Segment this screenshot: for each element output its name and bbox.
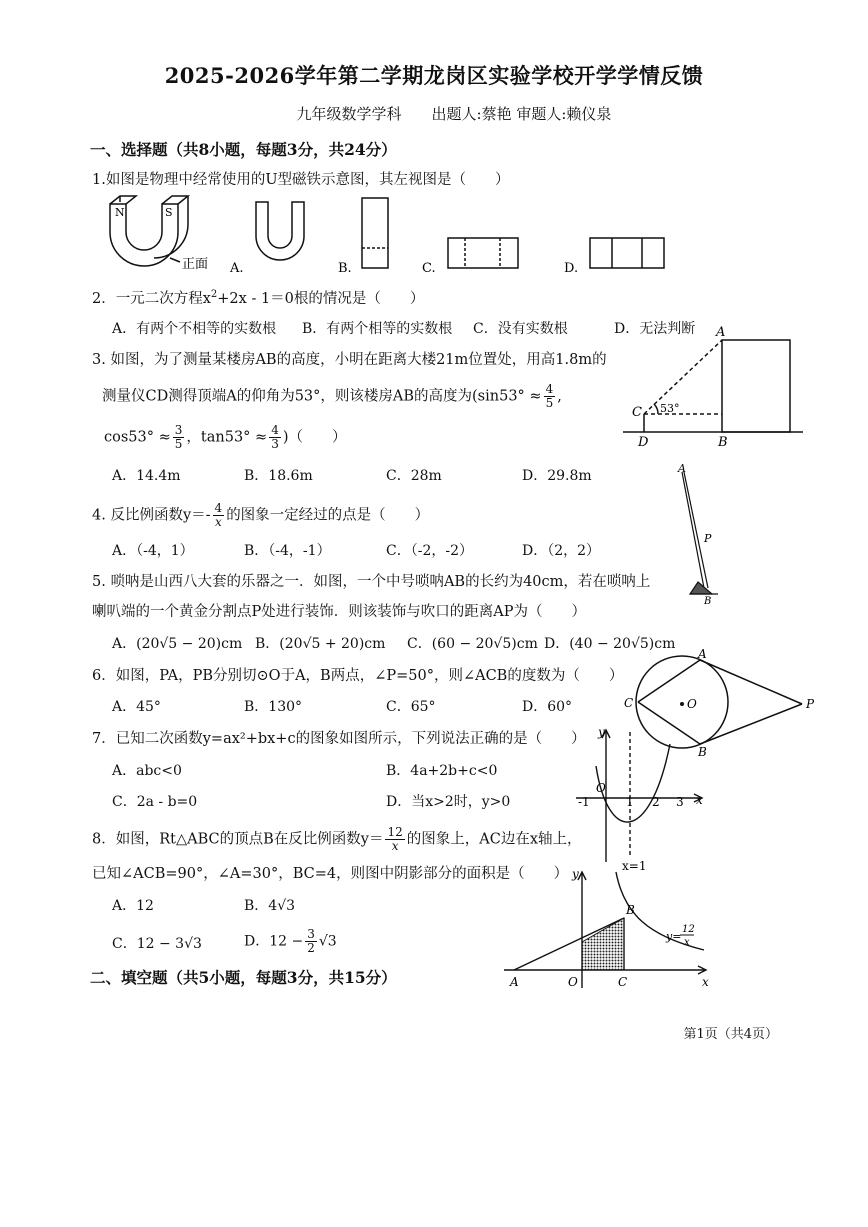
q7-tick-minus1: -1 [578,795,590,809]
question-8-line-1 [92,826,582,853]
q1-option-a: A. [230,261,244,274]
q2-stem-sup: 2 [210,289,218,301]
q5-option-b: B．(20√5 + 20)cm [255,636,386,652]
q3-label-c: C [632,405,642,420]
q5-label-b: B [704,596,712,607]
question-3-line-2: 测量仪CD测得顶端A的仰角为53°，则该楼房AB的高度为(sin53° ≈ $\frac{4}{5}$ , [102,382,562,410]
question-1-figures [100,192,740,274]
q3-angle-label: 53° [660,402,680,415]
q3-tan-text: ，tan53° ≈ [186,429,268,446]
q7-parabola-figure [572,726,712,872]
q6-label-p: P [806,697,815,711]
q4-fraction: $\frac{4}{x}$ [214,501,223,529]
q8-axis-y: y [572,867,579,881]
question-2-stem [92,287,424,308]
q7-axis-x: x [696,793,703,807]
q2-option-c: C．没有实数根 [473,321,568,337]
q3-building-figure [618,322,818,450]
q3-option-c: C．28m [386,468,442,484]
q8-option-a: A．12 [112,898,154,914]
q6-option-d: D．60° [522,699,573,715]
q6-label-b: B [698,745,707,758]
q4-option-b: B．（-4，-1） [244,543,331,559]
q8-option-c: C．12 − 3√3 [112,936,202,952]
question-5-line-1: 5. 唢呐是山西八大套的乐器之一．如图，一个中号唢呐AB的长约为40cm，若在唢呐上 [92,574,651,590]
q1-option-b: B. [338,261,352,274]
q8-line-1-part-b: 的图象上，AC边在x轴上， [406,831,582,848]
q3-cos-text: cos53° ≈ [104,429,171,446]
q6-option-c: C．65° [386,699,436,715]
q7-tick-1: 1 [626,795,634,809]
page-title: 2025-2026学年第二学期龙岗区实验学校开学学情反馈 [164,63,704,88]
q5-option-a: A．(20√5 − 20)cm [112,636,243,652]
q7-origin: O [596,781,606,795]
magnet-s-label: S [165,206,173,219]
q3-label-b: B [718,435,728,450]
q7-tick-3: 3 [676,795,684,809]
q8-hyperbola-figure [500,866,720,992]
q8-curve-den: x [684,937,690,948]
q3-tail-text: )（ ） [282,429,347,446]
q6-label-a: A [698,647,707,661]
q7-option-a: A．abc<0 [112,763,182,779]
q2-stem-part-a: 2．一元二次方程x [92,291,211,307]
q4-option-a: A．（-4，1） [112,543,194,559]
q4-option-d: D．（2，2） [522,543,601,559]
q4-stem-part-a: 4. 反比例函数y＝- [92,507,211,524]
page-number: 第1页（共4页） [683,1027,778,1042]
q8-label-b: B [626,903,635,917]
q7-axis-y: y [598,726,605,739]
question-8-line-2: 已知∠ACB=90°，∠A=30°，BC=4，则图中阴影部分的面积是（ ） [92,866,569,882]
q8-fraction: $\frac{12}{x}$ [387,825,403,853]
q2-option-d: D．无法判断 [614,321,696,337]
q8-line-1-part-a: 8．如图，Rt△ABC的顶点B在反比例函数y＝ [92,831,384,848]
page-subtitle: 九年级数学学科 出题人:蔡艳 审题人:赖仪泉 [296,105,612,123]
q7-option-b: B．4a+2b+c<0 [386,763,498,779]
option-d-wide-rect [590,238,664,268]
q3-option-d: D．29.8m [522,468,592,484]
question-4-stem [92,502,429,529]
q3-label-d: D [638,435,649,450]
q2-option-b: B．有两个相等的实数根 [302,321,453,337]
option-a-u-view [256,202,304,260]
q8-option-d [244,928,337,955]
q2-option-a: A．有两个不相等的实数根 [112,321,277,337]
q8-option-d-fraction: $\frac{3}{2}$ [307,927,315,955]
question-5-line-2: 喇叭端的一个黄金分割点P处进行装饰．则该装饰与吹口的距离AP为（ ） [92,604,586,620]
question-3-line-3 [104,424,347,451]
q6-option-a: A．45° [112,699,161,715]
q8-label-a: A [510,975,519,989]
q7-option-c: C．2a - b=0 [112,794,198,810]
q5-label-p: P [704,532,712,545]
magnet-n-label: N [115,206,125,219]
q5-option-d: D．(40 − 20√5)cm [544,636,676,652]
q8-option-d-part-b: √3 [318,933,337,950]
q3-option-a: A．14.4m [112,468,181,484]
q5-label-a: A [678,462,686,475]
cos-fraction: $\frac{3}{5}$ [174,423,183,451]
q5-option-c: C．(60 − 20√5)cm [407,636,538,652]
section-heading-choice: 一、选择题（共8小题，每题3分，共24分） [90,140,397,159]
question-6-stem: 6．如图，PA，PB分别切⊙O于A，B两点，∠P=50°，则∠ACB的度数为（ ） [92,668,624,684]
option-b-tall-rect [362,198,388,268]
section-heading-fill: 二、填空题（共5小题，每题3分，共15分） [90,968,397,987]
q3-line-2-text: 测量仪CD测得顶端A的仰角为53°，则该楼房AB的高度为(sin53° ≈ [102,388,542,405]
q8-option-b: B．4√3 [244,898,296,914]
q4-option-c: C．（-2，-2） [386,543,473,559]
q8-option-d-part-a: D．12 − [244,933,304,950]
q7-tick-2: 2 [652,795,660,809]
q5-suona-figure [668,462,728,608]
q7-axis-of-symmetry: x=1 [622,859,647,872]
q1-option-c: C. [422,261,436,274]
question-1-stem: 1.如图是物理中经常使用的U型磁铁示意图，其左视图是（ ） [92,172,510,188]
q8-axis-x: x [702,975,709,989]
q3-label-a: A [716,325,726,340]
tan-fraction: $\frac{4}{3}$ [271,423,279,451]
q6-label-c: C [624,696,634,710]
q6-label-o: O [687,697,697,711]
question-7-stem: 7．已知二次函数y=ax²+bx+c的图象如图所示，下列说法正确的是（ ） [92,731,586,747]
q2-stem-part-b: +2x - 1＝0根的情况是（ ） [217,291,425,307]
q4-stem-part-b: 的图象一定经过的点是（ ） [226,507,430,524]
q8-origin: O [568,975,578,989]
q8-curve-num: 12 [682,924,695,935]
q8-label-c: C [618,975,628,989]
front-label: 正面 [182,257,209,272]
q6-option-b: B．130° [244,699,303,715]
sin-fraction: $\frac{4}{5}$ [545,382,554,410]
q7-option-d: D．当x>2时，y>0 [386,794,511,810]
option-c-wide-rect [448,238,518,268]
q8-curve-y: y= [666,930,682,943]
q1-option-d: D. [564,261,579,274]
question-3-line-1: 3. 如图，为了测量某楼房AB的高度，小明在距离大楼21m位置处，用高1.8m的 [92,352,607,368]
q3-option-b: B．18.6m [244,468,313,484]
